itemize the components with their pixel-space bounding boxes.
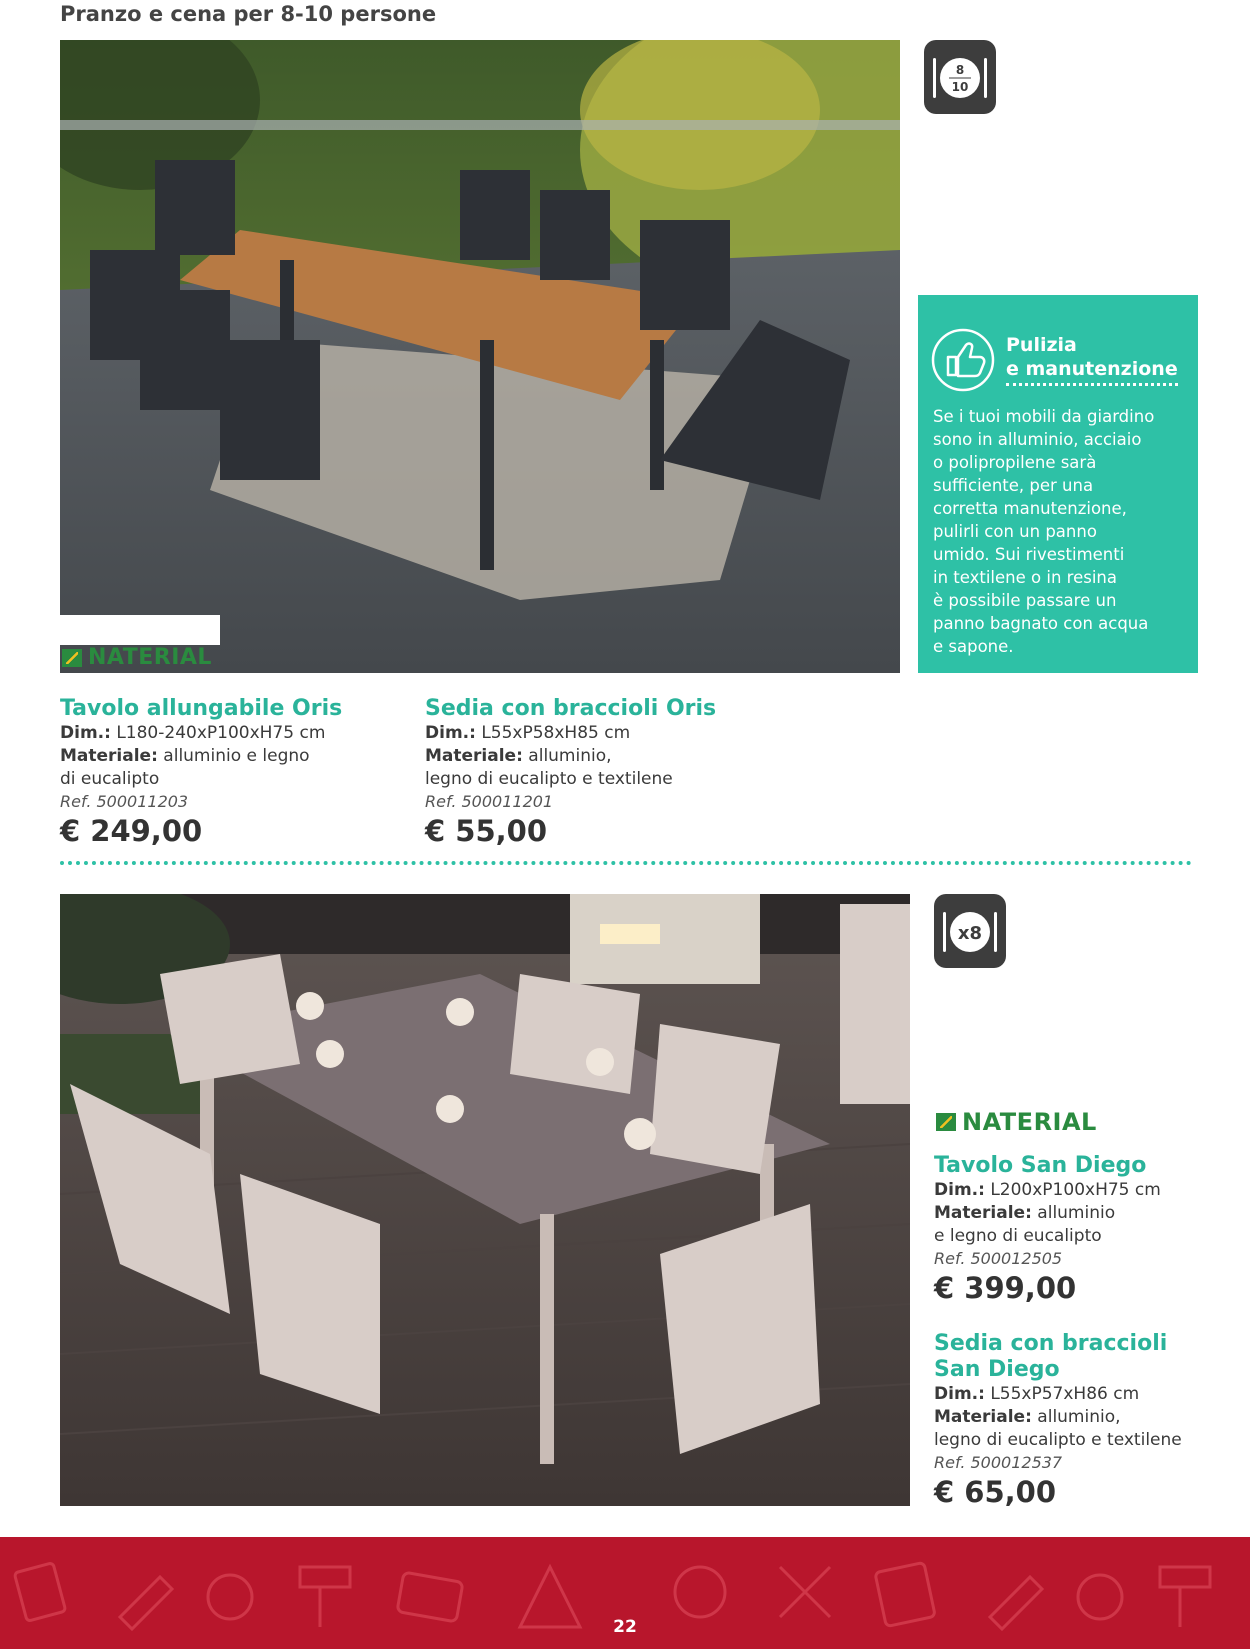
tip-title [1006, 333, 1178, 381]
badge-count: x8 [957, 923, 983, 944]
cutlery-plate-icon [924, 40, 996, 114]
product-price: € 399,00 [934, 1271, 1077, 1305]
product-material-cont: legno di eucalipto e textilene [425, 769, 673, 789]
maintenance-tip-box [918, 295, 1198, 673]
page-number: 22 [613, 1617, 637, 1637]
product-title: Sedia con braccioli Oris [425, 696, 717, 721]
tip-line: è possibile passare un [933, 591, 1117, 610]
cutlery-plate-icon [934, 894, 1006, 968]
people-count-badge-top [924, 40, 996, 114]
product-material: Materiale: alluminio, [425, 746, 612, 766]
section-divider [60, 861, 1192, 865]
tip-line: sufficiente, per una [933, 476, 1094, 495]
product-material-cont: di eucalipto [60, 769, 160, 789]
tip-line: Se i tuoi mobili da giardino [933, 407, 1155, 426]
naterial-logo-top [62, 645, 212, 670]
product-title: Tavolo allungabile Oris [60, 696, 343, 721]
product-price: € 55,00 [425, 814, 548, 848]
product-ref: Ref. 500011201 [425, 792, 554, 811]
product-dimensions: Dim.: L55xP57xH86 cm [934, 1384, 1140, 1404]
naterial-mark-icon [936, 1113, 956, 1131]
product-material: Materiale: alluminio, [934, 1407, 1121, 1427]
tip-line: panno bagnato con acqua [933, 614, 1149, 633]
product-price: € 249,00 [60, 814, 203, 848]
naterial-mark-icon [62, 649, 82, 667]
tip-line: pulirli con un panno [933, 522, 1097, 541]
product-san-diego-chair [934, 1331, 1244, 1510]
thumbs-up-icon [930, 327, 996, 393]
badge-top-number: 8 [955, 63, 965, 77]
product-ref: Ref. 500012537 [934, 1453, 1063, 1472]
product-material-cont: e legno di eucalipto [934, 1226, 1102, 1246]
tip-line: in textilene o in resina [933, 568, 1117, 587]
tip-title-line1: Pulizia [1006, 334, 1077, 356]
tip-line: umido. Sui rivestimenti [933, 545, 1125, 564]
product-dimensions: Dim.: L55xP58xH85 cm [425, 723, 631, 743]
product-dimensions: Dim.: L180-240xP100xH75 cm [60, 723, 326, 743]
tip-title-line2: e manutenzione [1006, 358, 1178, 380]
page-heading: Pranzo e cena per 8-10 persone [60, 2, 437, 26]
product-material-cont: legno di eucalipto e textilene [934, 1430, 1182, 1450]
product-oris-table [60, 696, 400, 849]
product-oris-chair [425, 696, 785, 849]
tip-line: e sapone. [933, 637, 1014, 656]
product-dimensions: Dim.: L200xP100xH75 cm [934, 1180, 1161, 1200]
page-footer [0, 1537, 1250, 1649]
product-ref: Ref. 500011203 [60, 792, 189, 811]
product-material: Materiale: alluminio [934, 1203, 1116, 1223]
tip-line: sono in alluminio, acciaio [933, 430, 1142, 449]
naterial-logo-bottom [936, 1108, 1097, 1136]
product-title: Tavolo San Diego [934, 1153, 1147, 1178]
tip-divider [1006, 383, 1178, 386]
product-material: Materiale: alluminio e legno [60, 746, 310, 766]
product-price: € 65,00 [934, 1475, 1057, 1509]
tip-body [933, 405, 1191, 658]
san-diego-dining-set-photo [60, 894, 910, 1506]
naterial-logo-text: NATERIAL [88, 645, 212, 670]
oris-dining-set-photo [60, 40, 900, 673]
product-san-diego-table [934, 1153, 1234, 1306]
product-ref: Ref. 500012505 [934, 1249, 1063, 1268]
badge-bottom-number: 10 [951, 80, 969, 94]
naterial-logo-text: NATERIAL [962, 1108, 1097, 1136]
product-title-cont: San Diego [934, 1357, 1060, 1382]
people-count-badge-bottom [934, 894, 1006, 968]
tip-line: o polipropilene sarà [933, 453, 1097, 472]
tip-line: corretta manutenzione, [933, 499, 1127, 518]
product-title: Sedia con braccioli [934, 1331, 1168, 1356]
